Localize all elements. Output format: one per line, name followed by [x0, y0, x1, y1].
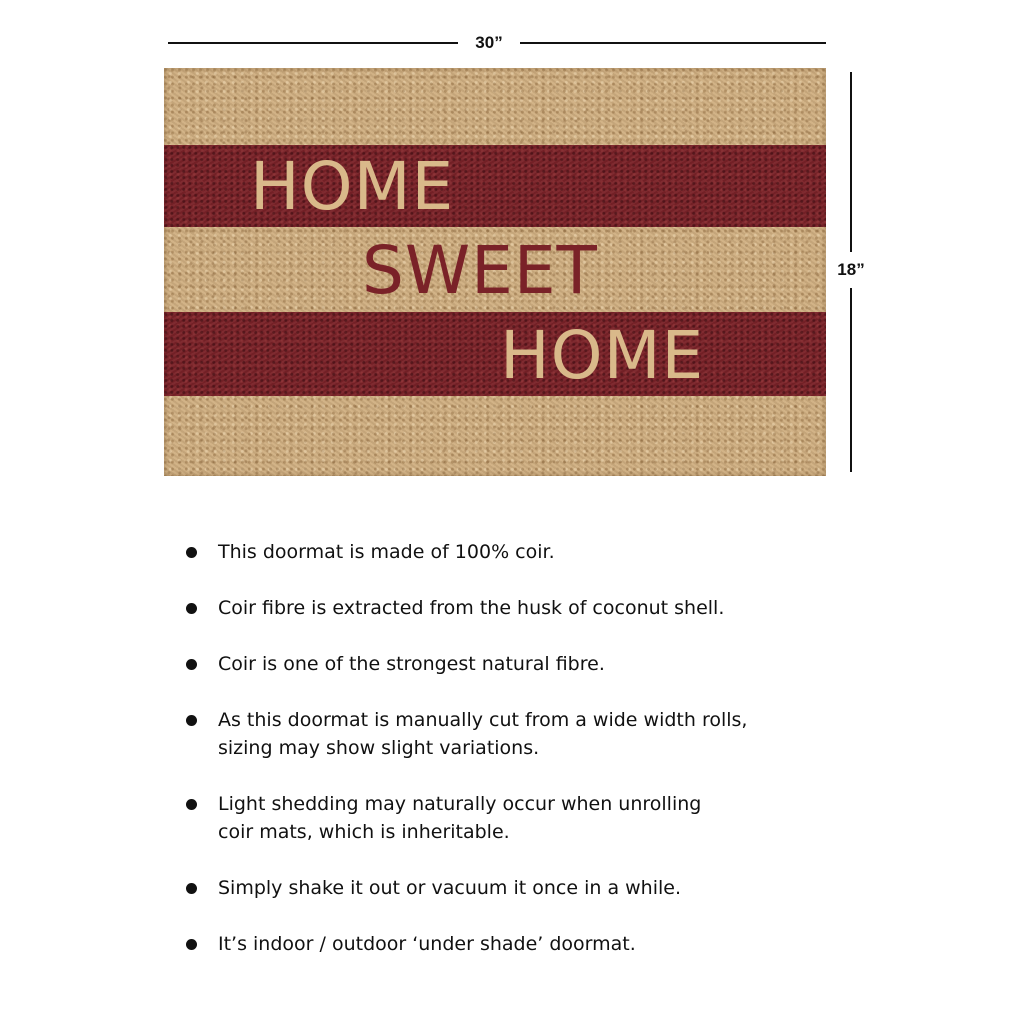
feature-item	[184, 594, 864, 622]
feature-text: Simply shake it out or vacuum it once in a while.	[218, 877, 681, 899]
bullet-icon	[186, 603, 197, 614]
width-dimension-label: 30”	[475, 33, 503, 52]
feature-text: Coir fibre is extracted from the husk of coconut shell.	[218, 597, 725, 619]
feature-item	[184, 706, 864, 762]
bullet-icon	[186, 939, 197, 950]
feature-text: Coir is one of the strongest natural fibre.	[218, 653, 605, 675]
bullet-icon	[186, 547, 197, 558]
doormat-text-sweet: SWEET	[362, 232, 598, 309]
bullet-icon	[186, 659, 197, 670]
feature-item	[184, 650, 864, 678]
doormat-text-home-bottom: HOME	[500, 317, 705, 394]
height-dimension-label: 18”	[837, 260, 865, 279]
doormat-image	[164, 68, 826, 476]
feature-item	[184, 930, 864, 958]
feature-item	[184, 538, 864, 566]
bullet-icon	[186, 799, 197, 810]
width-dimension-line-right	[520, 42, 826, 44]
doormat-text-home-top: HOME	[250, 148, 455, 225]
bullet-icon	[186, 883, 197, 894]
width-dimension-line-left	[168, 42, 458, 44]
feature-item	[184, 790, 864, 846]
height-dimension-line-top	[850, 72, 852, 252]
feature-text: This doormat is made of 100% coir.	[218, 541, 555, 563]
feature-list	[184, 538, 864, 986]
bullet-icon	[186, 715, 197, 726]
feature-text: It’s indoor / outdoor ‘under shade’ doormat.	[218, 933, 636, 955]
height-dimension-line-bottom	[850, 288, 852, 472]
feature-text: Light shedding may naturally occur when unrolling coir mats, which is inheritable.	[218, 793, 702, 843]
feature-text: As this doormat is manually cut from a wide width rolls, sizing may show slight variations.	[218, 709, 748, 759]
doormat-stripe-bottom	[164, 312, 826, 396]
feature-item	[184, 874, 864, 902]
